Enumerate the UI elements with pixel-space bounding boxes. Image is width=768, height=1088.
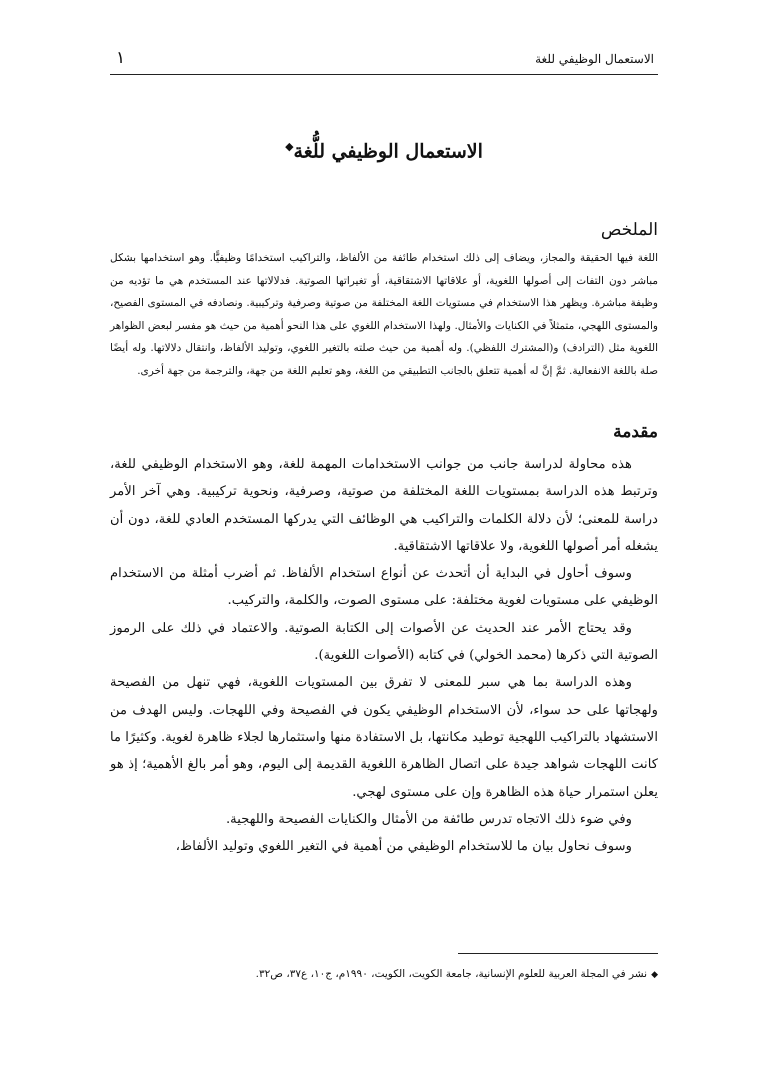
paragraph: هذه محاولة لدراسة جانب من جوانب الاستخدامات المهمة للغة، وهو الاستخدام الوظيفي للغة، وترتبط هذه الدراسة بمستويات اللغة المختلفة من صوتية، وصرفية، ونحوية تركيبية. وهي آخر الأمر دراسة للمعنى؛ لأن دلالة الكلمات والتراكيب هي الوظائف التي يدركها المستخدم العادي للغة، دون أن يشغله أمر أصولها اللغوية، ولا علاقاتها الاشتقاقية. [110, 457, 658, 554]
diamond-icon: ◆ [651, 970, 658, 980]
paragraph: وقد يحتاج الأمر عند الحديث عن الأصوات إلى الكتابة الصوتية. والاعتماد في ذلك على الرموز الصوتية التي ذكرها (محمد الخولي) في كتابه (الأصوات اللغوية). [110, 620, 658, 664]
introduction-heading: مقدمة [613, 422, 658, 442]
running-title: الاستعمال الوظيفي للغة [535, 52, 654, 66]
paragraph: وسوف أحاول في البداية أن أتحدث عن أنواع استخدام الألفاظ. ثم أضرب أمثلة من الاستخدام الوظيفي على مستويات لغوية مختلفة: على مستوى الصوت، والكلمة، والتركيب. [110, 566, 658, 609]
paragraph: وفي ضوء ذلك الاتجاه تدرس طائفة من الأمثال والكنايات الفصيحة واللهجية. [225, 811, 632, 827]
running-header [110, 46, 658, 75]
page-number: ١ [116, 48, 126, 68]
article-title-text: الاستعمال الوظيفي للُّغة [293, 140, 483, 163]
article-title [110, 140, 658, 162]
abstract-body: اللغة فيها الحقيقة والمجاز، ويضاف إلى ذلك استخدام طائفة من الألفاظ، والتراكيب استخدامًا وظيفيًّا. وهو استخدامها بشكل مباشر دون التفات إلى أصولها اللغوية، أو علاقاتها الاشتقاقية، أو تغيراتها الصوتية. فدلالاتها عند المستخدم هي ما تؤديه من وظيفة مباشرة. ويظهر هذا الاستخدام في مستويات اللغة المختلفة من صوتية وصرفية وتركيبية. ونصادفه في المستوى الفصيح، والمستوى اللهجي، متمثلاً في الكنايات والأمثال. ولهذا الاستخدام اللغوي على هذا النحو أهمية من حيث هو مفسر لبعض الظواهر اللغوية مثل (الترادف) و(المشترك اللفظي). وله أهمية من حيث صلته بالتغير اللغوي، وتوليد الألفاظ، وانتقال دلالاتها. وله أيضًا صلة باللغة الانفعالية. ثمَّ إنَّ له أهمية تتعلق بالجانب التطبيقي من اللغة، وهو تعليم اللغة من جهة، والترجمة من جهة أخرى. [110, 252, 658, 377]
footnote [110, 966, 658, 983]
footnote-text: نشر في المجلة العربية للعلوم الإنسانية، جامعة الكويت، الكويت، ١٩٩٠م، ج١٠، ع٣٧، ص٣٢. [255, 968, 648, 980]
paragraph: وسوف نحاول بيان ما للاستخدام الوظيفي من أهمية في التغير اللغوي وتوليد الألفاظ، [175, 839, 632, 855]
abstract-heading: الملخص [600, 220, 658, 240]
paragraph: وهذه الدراسة بما هي سبر للمعنى لا تفرق بين المستويات اللغوية، فهي تنهل من الفصيحة ولهجاتها على حد سواء، لأن الاستخدام الوظيفي يكون في الفصيحة وفي اللهجات. وليس الهدف من الاستشهاد بالتراكيب اللهجية توطيد مكانتها، بل الاستفادة منها واستثمارها لجلاء ظاهرة لغوية. وكثيرًا ما كانت اللهجات شواهد جيدة على اتصال الظاهرة اللغوية القديمة إلى اليوم، وهو أمر بالغ الأهمية؛ إذ هو يعلن استمرار حياة هذه الظاهرة وإن على مستوى لهجي. [110, 675, 658, 800]
title-footnote-marker: ◆ [285, 140, 294, 153]
introduction-body [110, 451, 658, 860]
footnote-divider [458, 953, 658, 954]
